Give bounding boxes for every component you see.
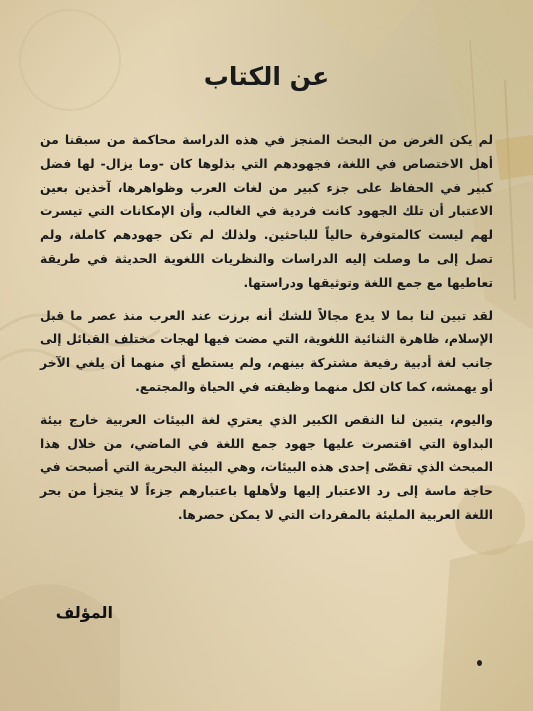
figure-shape — [440, 540, 533, 711]
about-book-text — [40, 128, 493, 536]
ink-dot — [477, 660, 482, 666]
paragraph: واليوم، يتبين لنا النقص الكبير الذي يعتري لغة البيئات العربية خارج بيئة البداوة التي اقتصرت عليها جهود جمع اللغة في الماضي، من خلال هذا المبحث الذي تقصّى إحدى هذه البيئات، وهي البيئة البحرية التي أصبحت في حاجة ماسة إلى رد الاعتبار إليها ولأهلها باعتبارهم جزءاً لا يتجزأ من بحر اللغة العربية المليئة بالمفردات التي لا يمكن حصرها. — [40, 411, 493, 522]
sun-shape — [20, 10, 120, 110]
sail-shape — [300, 0, 420, 60]
section-title: عن الكتاب — [203, 62, 330, 91]
vessel-shape — [495, 135, 533, 180]
paragraph: لم يكن الغرض من البحث المنجز في هذه الدراسة محاكمة من سبقنا من أهل الاختصاص في اللغة، فجهودهم التي بذلوها كان -وما يزال- لها فضل كبير في الحفاظ على جزء كبير من لغات العرب وظواهرها، آخذين بعين الاعتبار أن تلك الجهود كانت فردية في الغالب، وأن الإمكانات التي تيسرت لهم ليست كالمتوفرة حالياً للباحثين. ولذلك لم تكن جهودهم كاملة، ولم تصل إلى ما وصلت إليه الدراسات والنظريات اللغوية الحديثة في طريقة تعاطيها مع جمع اللغة وتوثيقها ودراستها. — [40, 132, 493, 290]
author-signature: المؤلف — [55, 603, 113, 622]
paragraph: لقد تبين لنا بما لا يدع مجالاً للشك أنه برزت عند العرب منذ عصر ما قبل الإسلام، ظاهرة الثنائية اللغوية، التي مضت فيها لهجات مختلف القبائل إلى جانب لغة أدبية رفيعة مشتركة بينهم، ولم يستطع أي منهما أن يلغي الآخر أو يهمشه، كما كان لكل منهما وظيفته في الحياة والمجتمع. — [40, 307, 493, 394]
